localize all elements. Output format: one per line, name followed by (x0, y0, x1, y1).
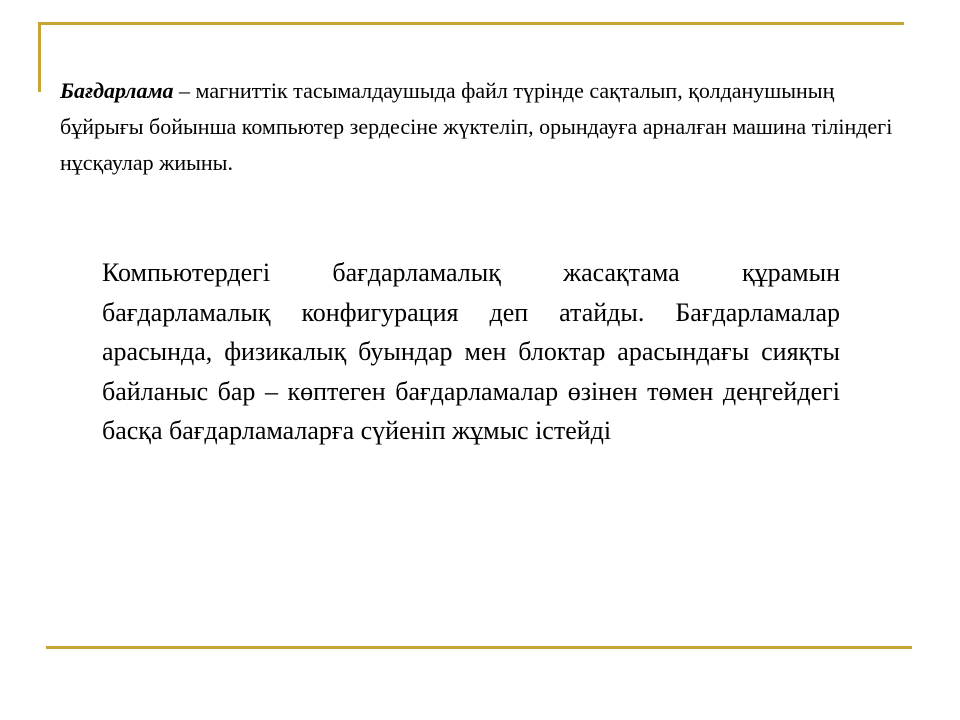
left-border-line (38, 22, 41, 92)
bottom-border-line (46, 646, 912, 649)
definition-term: Бағдарлама (60, 78, 174, 103)
definition-text (60, 73, 900, 181)
body-paragraph: Компьютердегі бағдарламалық жасақтама құрамын бағдарламалық конфигурация деп атайды. Бағдарламалар арасында, физикалық буындар мен блоктар арасындағы сияқты байланыс бар – көптеген бағдарламалар өзінен төмен деңгейдегі басқа бағдарламаларға сүйеніп жұмыс істейді (102, 258, 840, 445)
definition-dash: – (173, 78, 196, 103)
definition-body: магниттік тасымалдаушыда файл түрінде сақталып, қолданушының бұйрығы бойынша компьютер зердесіне жүктеліп, орындауға арналған машина тіліндегі нұсқаулар жиыны. (60, 78, 893, 175)
top-border-line (38, 22, 904, 25)
